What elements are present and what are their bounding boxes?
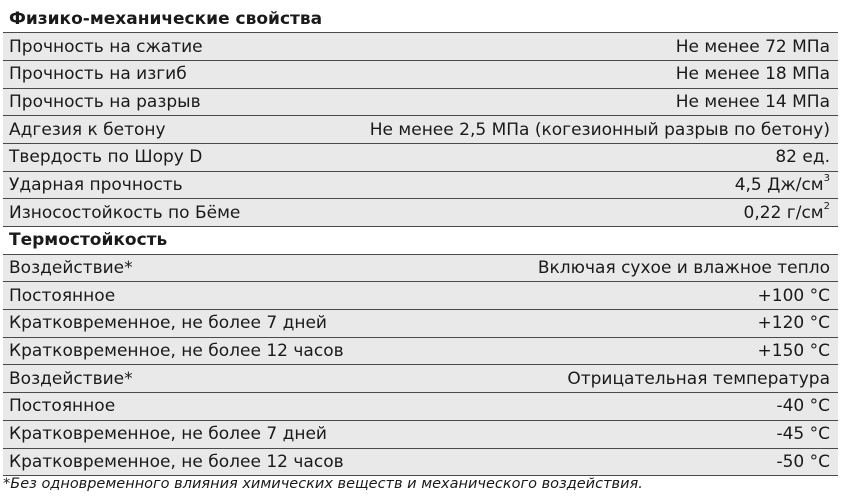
property-value: +120 °C: [343, 310, 838, 338]
property-label: Адгезия к бетону: [3, 116, 343, 144]
table-row: [3, 448, 838, 476]
property-value: Не менее 2,5 МПа (когезионный разрыв по бетону): [343, 116, 838, 144]
property-label: Воздействие*: [3, 365, 343, 393]
property-label: Постоянное: [3, 393, 343, 421]
table-row: [3, 393, 838, 421]
property-label: Прочность на разрыв: [3, 88, 343, 116]
property-value: -50 °C: [343, 448, 838, 476]
properties-table-container: [3, 5, 838, 476]
property-label: Прочность на изгиб: [3, 60, 343, 88]
table-row: [3, 88, 838, 116]
table-row: [3, 337, 838, 365]
property-value: 82 ед.: [343, 143, 838, 171]
unit-superscript: 2: [823, 201, 830, 212]
section-header-mechanical: [3, 5, 838, 33]
table-row: [3, 310, 838, 338]
section-header-thermal: [3, 227, 838, 255]
table-row: [3, 420, 838, 448]
property-value: -45 °C: [343, 420, 838, 448]
table-row: [3, 365, 838, 393]
property-value: Отрицательная температура: [343, 365, 838, 393]
property-label: Кратковременное, не более 7 дней: [3, 420, 343, 448]
property-value: Не менее 14 МПа: [343, 88, 838, 116]
property-label: Воздействие*: [3, 254, 343, 282]
table-row: [3, 254, 838, 282]
property-label: Ударная прочность: [3, 171, 343, 199]
property-label: Кратковременное, не более 7 дней: [3, 310, 343, 338]
property-value: +150 °C: [343, 337, 838, 365]
property-label: Твердость по Шору D: [3, 143, 343, 171]
property-label: Прочность на сжатие: [3, 33, 343, 61]
property-value: Не менее 72 МПа: [343, 33, 838, 61]
property-value: +100 °C: [343, 282, 838, 310]
table-row: [3, 282, 838, 310]
properties-table: [3, 5, 838, 476]
property-value-cell: [343, 199, 838, 227]
property-label: Кратковременное, не более 12 часов: [3, 337, 343, 365]
property-value: Включая сухое и влажное тепло: [343, 254, 838, 282]
property-label: Износостойкость по Бёме: [3, 199, 343, 227]
unit-superscript: 3: [823, 173, 830, 185]
property-value: Не менее 18 МПа: [343, 60, 838, 88]
property-value: 0,22 г/см: [743, 202, 824, 223]
footnote: *Без одновременного влияния химических веществ и механического воздействия.: [3, 476, 643, 492]
property-value: -40 °C: [343, 393, 838, 421]
table-row: [3, 171, 838, 199]
table-row: [3, 143, 838, 171]
section-title: Термостойкость: [3, 227, 838, 255]
property-value-cell: [343, 171, 838, 199]
property-label: Постоянное: [3, 282, 343, 310]
property-value: 4,5 Дж/см: [734, 174, 824, 195]
table-row: [3, 60, 838, 88]
table-row: [3, 199, 838, 227]
section-title: Физико-механические свойства: [3, 5, 838, 33]
table-row: [3, 33, 838, 61]
property-label: Кратковременное, не более 12 часов: [3, 448, 343, 476]
table-row: [3, 116, 838, 144]
